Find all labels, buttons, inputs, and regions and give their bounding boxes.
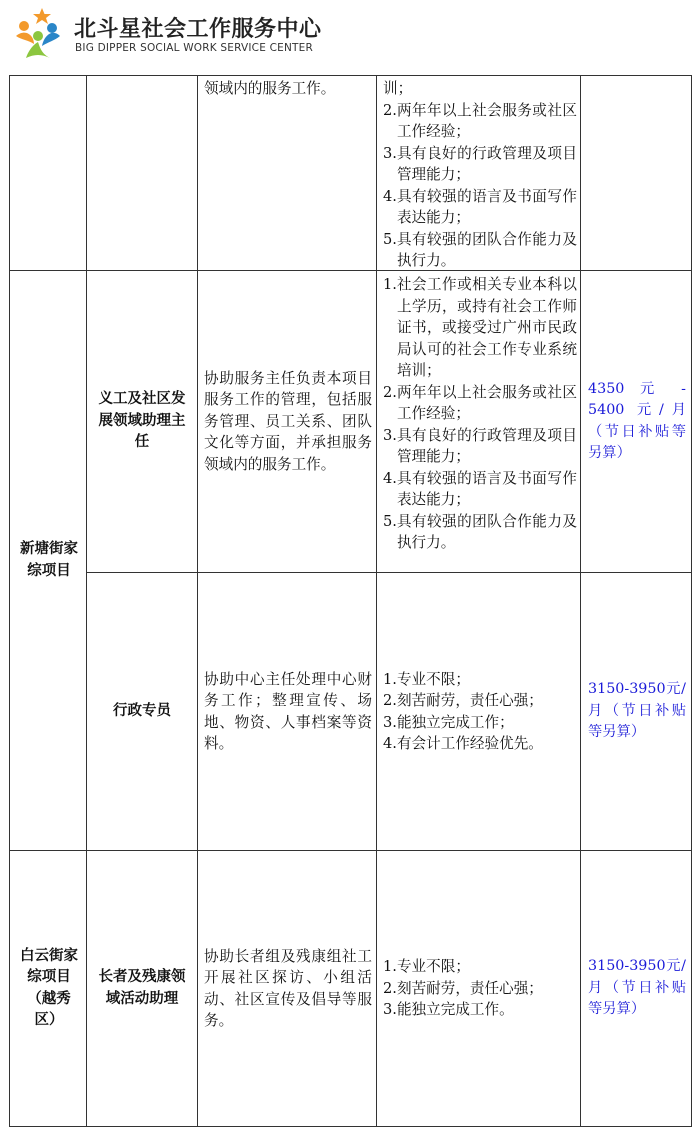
salary-cell <box>588 851 686 1126</box>
requirement-item: 5. 具有较强的团队合作能力及执行力。 <box>383 230 577 269</box>
position-cell <box>90 851 194 1126</box>
requirements-cell <box>383 851 577 1126</box>
requirements-list <box>383 669 577 755</box>
org-name-en: BIG DIPPER SOCIAL WORK SERVICE CENTER <box>75 42 313 54</box>
requirement-item: 4. 有会计工作经验优先。 <box>383 735 543 752</box>
duties-cell <box>204 271 372 572</box>
requirements-list <box>383 956 577 1021</box>
project-cell <box>12 851 86 1126</box>
position-cell <box>90 573 194 850</box>
requirements-list <box>383 274 577 554</box>
big-dipper-logo-icon <box>12 6 64 60</box>
requirement-item: 5. 具有较强的团队合作能力及执行力。 <box>383 512 577 551</box>
requirement-item: 训； <box>383 80 413 97</box>
requirements-cell <box>383 76 577 270</box>
duties-cell <box>204 573 372 850</box>
requirement-item: 1. 专业不限； <box>383 958 470 976</box>
column-divider <box>376 76 377 1126</box>
requirements-cell <box>383 573 577 850</box>
requirement-item: 2. 两年年以上社会服务或社区工作经验； <box>383 383 577 422</box>
position-name: 长者及残康领域活动助理 <box>98 969 186 1007</box>
position-name: 义工及社区发展领域助理主任 <box>98 391 186 451</box>
duties-text: 协助中心主任处理中心财务工作；整理宣传、场地、物资、人事档案等资料。 <box>204 670 372 752</box>
page-header <box>0 0 700 66</box>
requirements-cell <box>383 271 577 572</box>
column-divider <box>197 76 198 1126</box>
org-name-cn: 北斗星社会工作服务中心 <box>74 17 322 42</box>
salary-text: 3150-3950元/月（节日补贴等另算） <box>588 681 686 741</box>
project-name: 新塘街家综项目 <box>20 541 78 579</box>
project-cell <box>12 271 86 850</box>
requirement-item: 1. 专业不限； <box>383 670 470 688</box>
requirement-item: 1. 社会工作或相关专业本科以上学历，或持有社会工作师证书，或接受过广州市民政局认可的社会工作专业系统培训； <box>383 276 577 379</box>
requirement-item: 2. 两年年以上社会服务或社区工作经验； <box>383 101 577 140</box>
salary-text: 3150-3950元/月（节日补贴等另算） <box>588 958 686 1018</box>
position-cell <box>90 271 194 572</box>
column-divider <box>580 76 581 1126</box>
salary-text: 4350 元 - 5400 元/月（节日补贴等另算） <box>588 380 686 461</box>
duties-cell <box>204 76 372 106</box>
requirement-item: 4. 具有较强的语言及书面写作表达能力； <box>383 187 577 226</box>
requirement-item: 2. 刻苦耐劳，责任心强； <box>383 979 543 997</box>
duties-text: 协助长者组及残康组社工开展社区探访、小组活动、社区宣传及倡导等服务。 <box>204 947 372 1029</box>
duties-text: 协助服务主任负责本项目服务工作的管理，包括服务管理、员工关系、团队文化等方面，并承担服务领域内的服务工作。 <box>204 369 372 473</box>
duties-text: 领域内的服务工作。 <box>204 80 336 97</box>
requirement-item: 3. 具有良好的行政管理及项目管理能力； <box>383 144 577 183</box>
duties-cell <box>204 851 372 1126</box>
requirement-item: 2. 刻苦耐劳，责任心强； <box>383 692 543 709</box>
requirements-list <box>383 78 577 272</box>
position-name: 行政专员 <box>113 702 171 719</box>
project-name: 白云街家综项目（越秀区） <box>20 947 78 1028</box>
requirement-item: 3. 能独立完成工作； <box>383 713 514 731</box>
requirement-item: 4. 具有较强的语言及书面写作表达能力； <box>383 469 577 508</box>
salary-cell <box>588 271 686 572</box>
requirement-item: 3. 能独立完成工作。 <box>383 1001 514 1019</box>
job-table <box>9 75 692 1127</box>
requirement-item: 3. 具有良好的行政管理及项目管理能力； <box>383 426 577 465</box>
salary-cell <box>588 573 686 850</box>
column-divider <box>86 76 87 1126</box>
